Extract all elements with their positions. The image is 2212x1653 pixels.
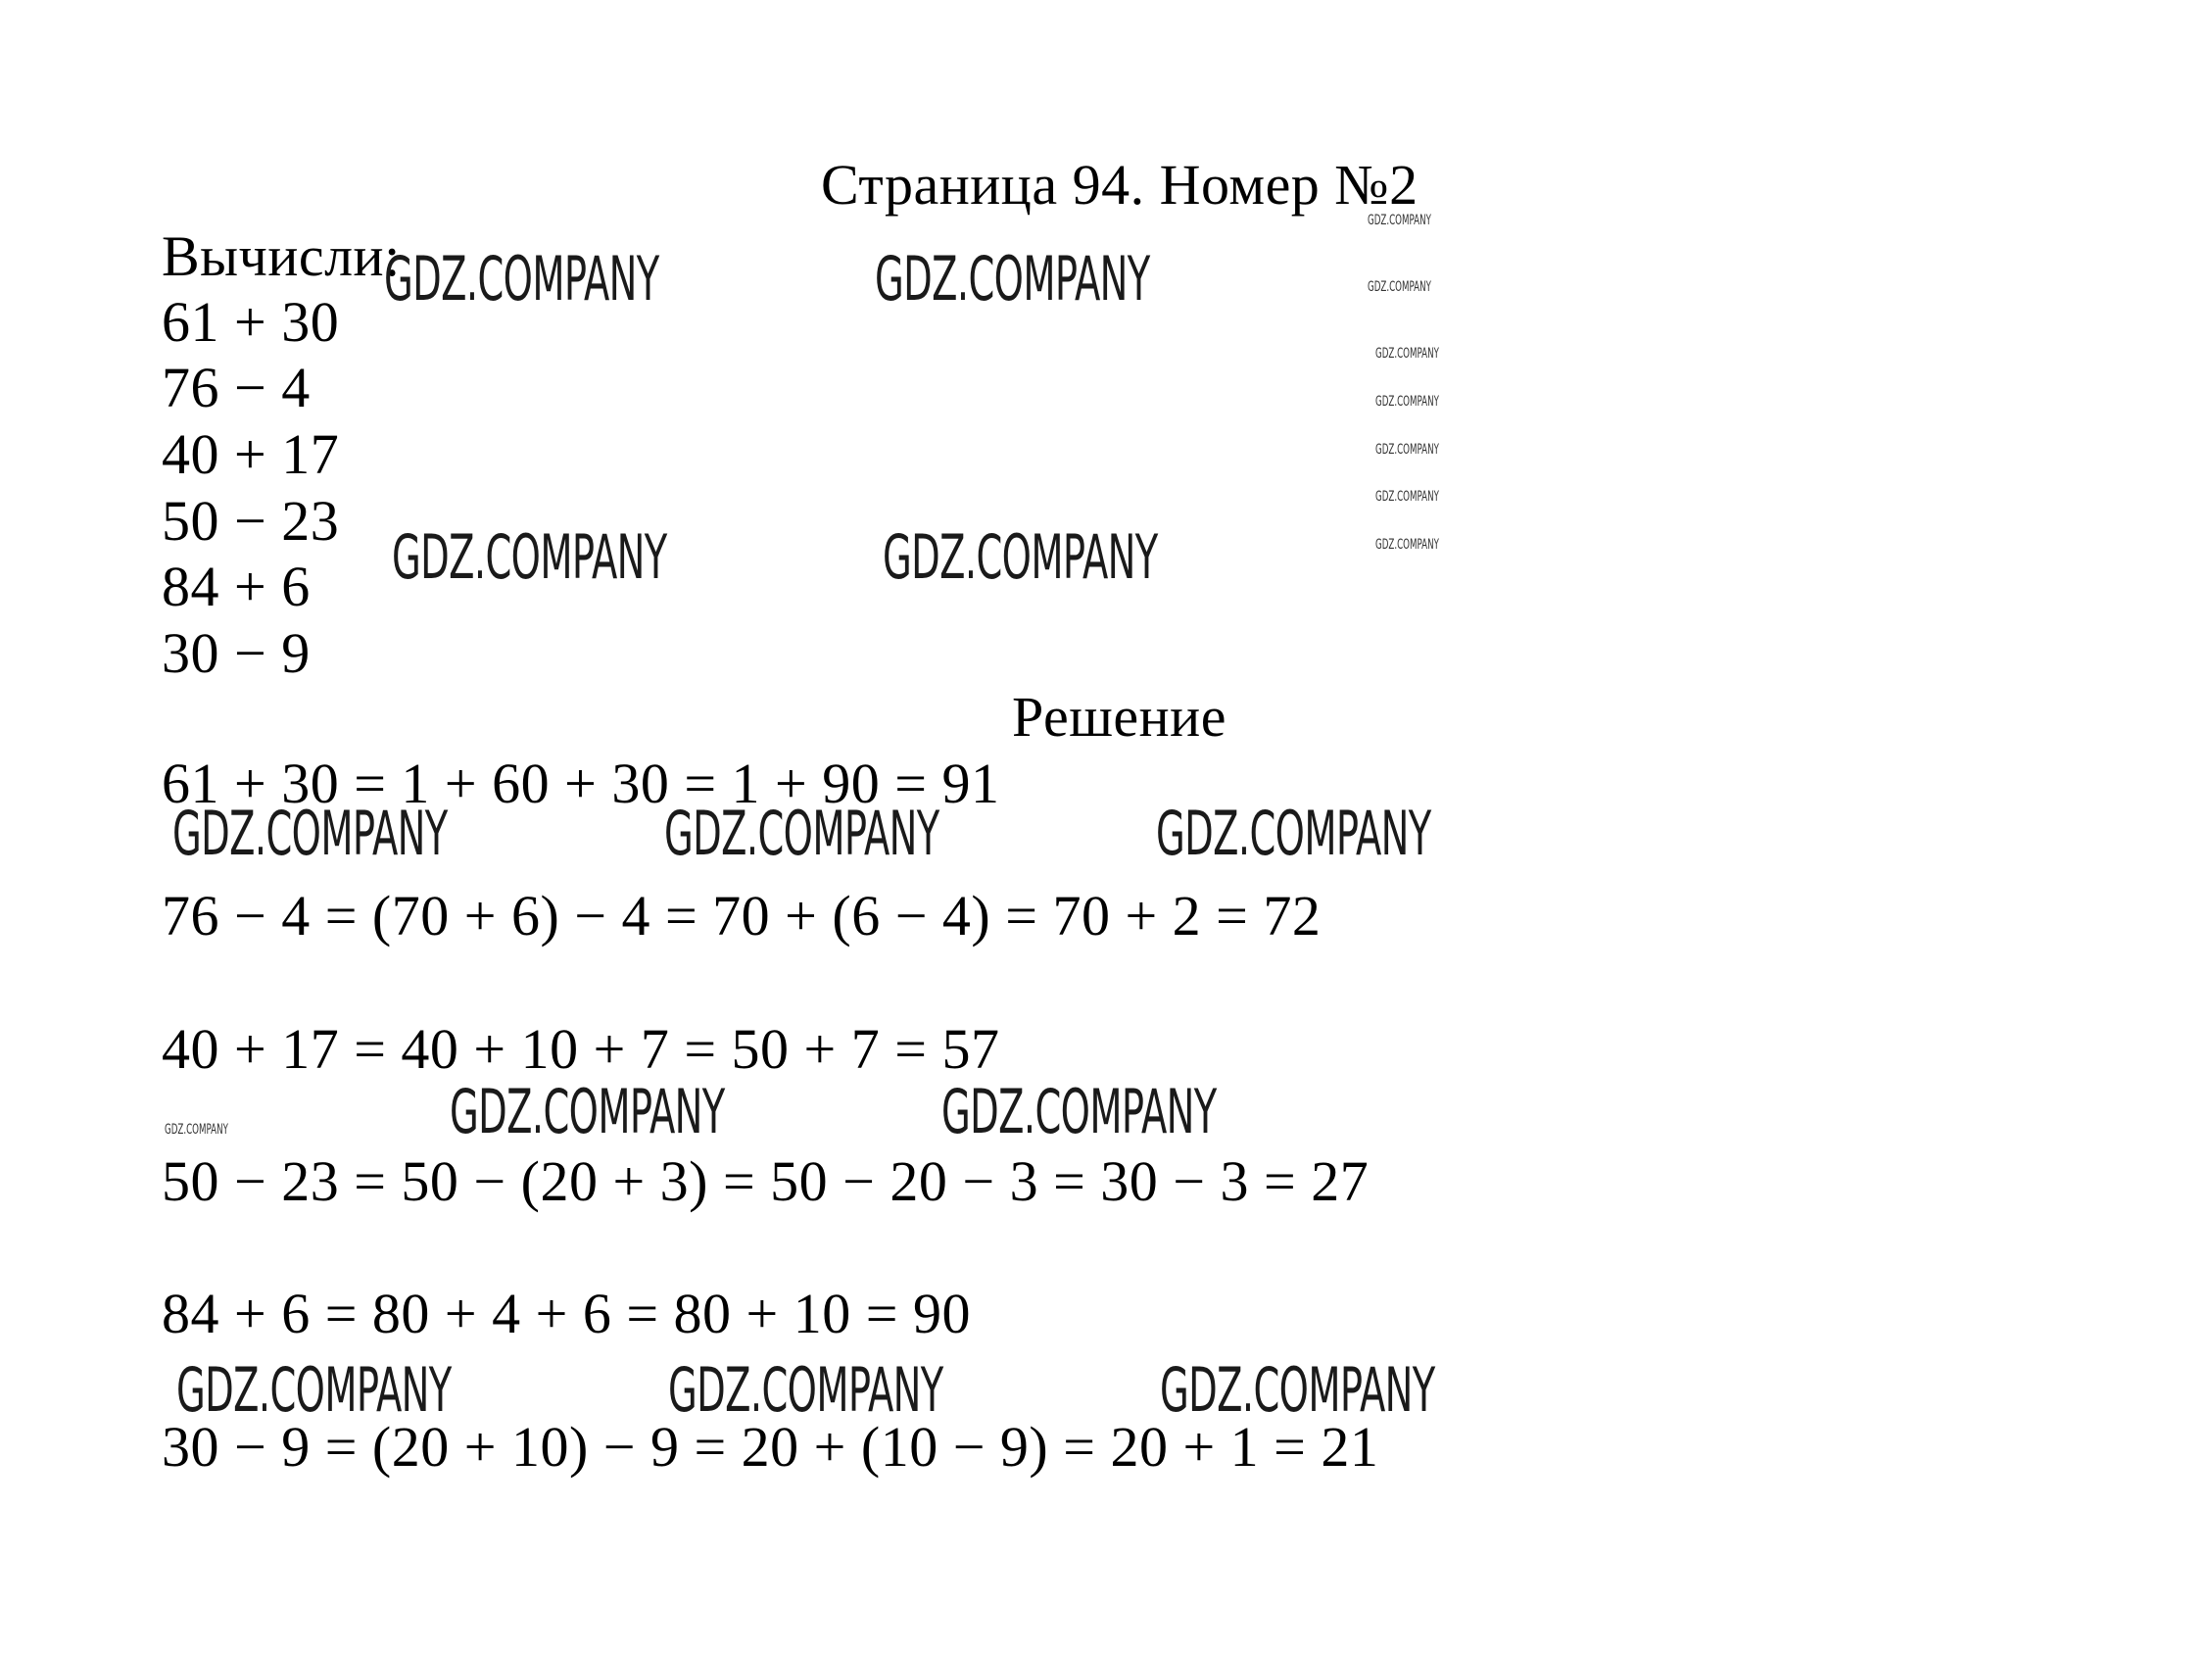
watermark: GDZ.COMPANY — [1375, 346, 1439, 362]
solution-heading: Решение — [1012, 685, 1226, 749]
watermark: GDZ.COMPANY — [1160, 1354, 1435, 1426]
task-label: Вычисли: — [162, 224, 401, 288]
task-expression: 76 − 4 — [162, 356, 311, 419]
watermark: GDZ.COMPANY — [1368, 213, 1431, 228]
watermark: GDZ.COMPANY — [1375, 537, 1439, 553]
task-expression: 61 + 30 — [162, 290, 340, 354]
watermark: GDZ.COMPANY — [1156, 798, 1431, 869]
watermark: GDZ.COMPANY — [392, 521, 667, 593]
watermark: GDZ.COMPANY — [875, 243, 1150, 315]
watermark: GDZ.COMPANY — [664, 798, 939, 869]
solution-line: 76 − 4 = (70 + 6) − 4 = 70 + (6 − 4) = 70 + 2 = 72 — [162, 884, 1322, 948]
task-expression: 40 + 17 — [162, 422, 340, 486]
watermark: GDZ.COMPANY — [1375, 394, 1439, 410]
task-expression: 30 − 9 — [162, 621, 311, 685]
solution-line: 61 + 30 = 1 + 60 + 30 = 1 + 90 = 91 — [162, 752, 1000, 815]
watermark: GDZ.COMPANY — [668, 1354, 943, 1426]
watermark: GDZ.COMPANY — [1368, 279, 1431, 295]
watermark: GDZ.COMPANY — [172, 798, 448, 869]
task-expression: 50 − 23 — [162, 489, 340, 553]
solution-line: 50 − 23 = 50 − (20 + 3) = 50 − 20 − 3 = 30 − 3 = 27 — [162, 1149, 1370, 1213]
solution-line: 84 + 6 = 80 + 4 + 6 = 80 + 10 = 90 — [162, 1282, 971, 1345]
watermark: GDZ.COMPANY — [883, 521, 1158, 593]
task-expression: 84 + 6 — [162, 555, 311, 618]
page-title: Страница 94. Номер №2 — [821, 153, 1419, 217]
watermark: GDZ.COMPANY — [450, 1076, 725, 1147]
watermark: GDZ.COMPANY — [165, 1122, 228, 1138]
watermark: GDZ.COMPANY — [1375, 489, 1439, 505]
watermark: GDZ.COMPANY — [1375, 442, 1439, 458]
watermark: GDZ.COMPANY — [176, 1354, 452, 1426]
solution-line: 30 − 9 = (20 + 10) − 9 = 20 + (10 − 9) = 20 + 1 = 21 — [162, 1415, 1379, 1479]
watermark: GDZ.COMPANY — [941, 1076, 1217, 1147]
solution-line: 40 + 17 = 40 + 10 + 7 = 50 + 7 = 57 — [162, 1017, 1000, 1081]
watermark: GDZ.COMPANY — [384, 243, 659, 315]
